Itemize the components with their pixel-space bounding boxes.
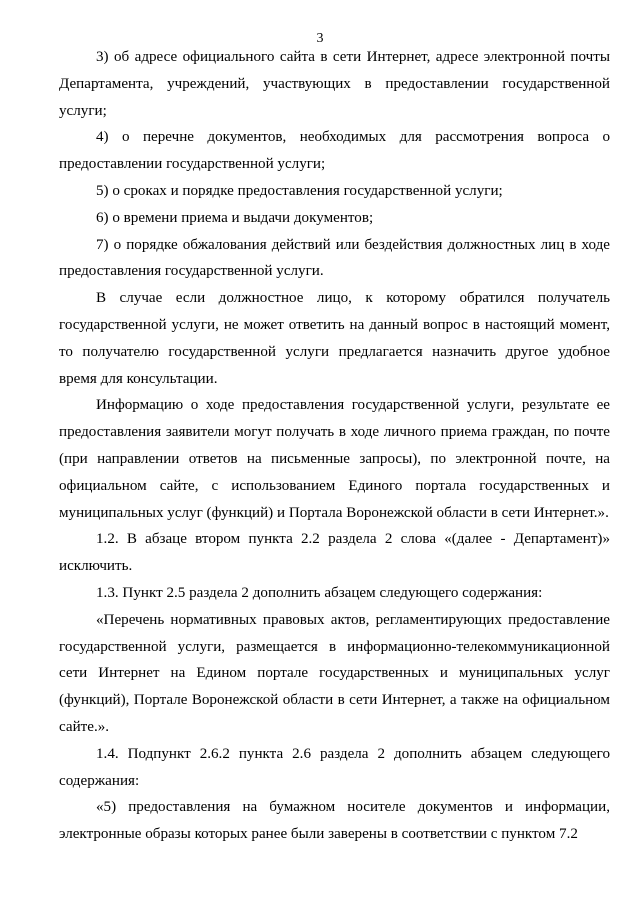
paragraph-item-1-4: 1.4. Подпункт 2.6.2 пункта 2.6 раздела 2 дополнить абзацем следующего содержания: — [59, 745, 610, 789]
paragraph-documents-list: 4) о перечне документов, необходимых для рассмотрения вопроса о предоставлении государственной услуги; — [59, 129, 610, 173]
paragraph-legal-acts: «Перечень нормативных правовых актов, регламентирующих предоставление государственной услуги, размещается в информационно-телекоммуникационной сети Интернет на Едином портале государственных и муниципальных услуг (функций), Портале Воронежской области в сети Интернет, а также на официальном сайте.». — [59, 611, 610, 735]
paragraph-terms: 5) о сроках и порядке предоставления государственной услуги; — [96, 182, 503, 199]
paragraph-item-1-2: 1.2. В абзаце втором пункта 2.2 раздела 2 слова «(далее - Департамент)» исключить. — [59, 531, 610, 575]
paragraph-website-address: 3) об адресе официального сайта в сети Интернет, адресе электронной почты Департамента, учреждений, участвующих в предоставлении государственной услуги; — [59, 49, 610, 119]
paragraph-progress-info: Информацию о ходе предоставления государственной услуги, результате ее предоставления заявители могут получать в ходе личного приема граждан, по почте (при направлении ответов на письменные запросы), по электронной почте, на официальном сайте, с использованием Единого портала государственных и муниципальных услуг (функций) и Портала Воронежской области в сети Интернет.». — [59, 397, 610, 521]
paragraph-item-1-3: 1.3. Пункт 2.5 раздела 2 дополнить абзацем следующего содержания: — [96, 584, 543, 601]
paragraph-appeal-procedure: 7) о порядке обжалования действий или бездействия должностных лиц в ходе предоставления государственной услуги. — [59, 236, 610, 280]
paragraph-paper-documents: «5) предоставления на бумажном носителе документов и информации, электронные образы которых ранее были заверены в соответствии с пунктом 7.2 — [59, 799, 610, 843]
paragraph-consultation: В случае если должностное лицо, к которому обратился получатель государственной услуги, не может ответить на данный вопрос в настоящий момент, то получателю государственной услуги предлагается назначить другое удобное время для консультации. — [59, 290, 610, 387]
page-number: 3 — [316, 31, 324, 46]
document-body — [59, 44, 610, 848]
paragraph-reception-time: 6) о времени приема и выдачи документов; — [96, 209, 374, 226]
